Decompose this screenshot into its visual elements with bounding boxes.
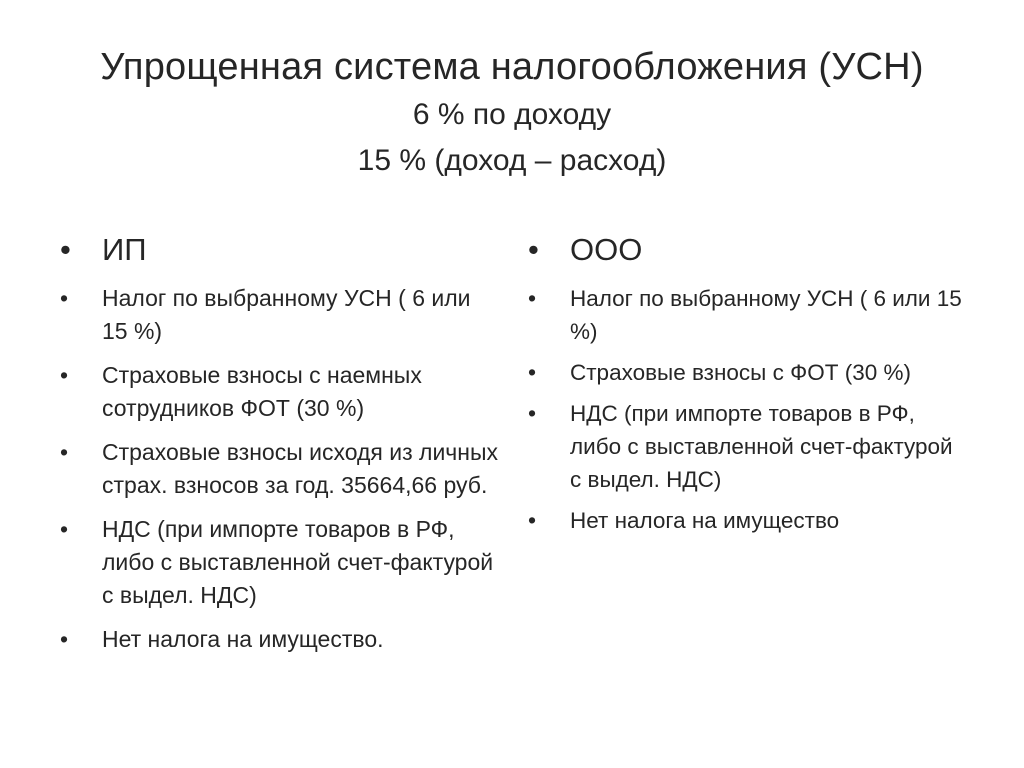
list-item-text: Нет налога на имущество [570,508,840,533]
column-ooo [528,228,968,545]
list-item-text: Страховые взносы исходя из личных страх. взносов за год. 35664,66 руб. [102,439,499,498]
bullet-icon: • [528,232,539,267]
list-item-text: Налог по выбранному УСН ( 6 или 15 %) [102,285,471,344]
list-item [60,436,500,502]
bullet-icon: • [60,285,69,311]
bullet-icon: • [528,359,537,385]
column-heading-ip [60,228,500,272]
title-subtitle-income: 6 % по доходу [412,98,612,131]
list-item-text: Страховые взносы с наемных сотрудников ФОТ (30 %) [102,362,422,421]
bullet-icon: • [60,439,69,465]
list-item [60,359,500,425]
list-item [528,356,968,389]
list-item-text: НДС (при импорте товаров в РФ, либо с выставленной счет-фактурой с выдел. НДС) [102,516,494,608]
list-item-text: НДС (при импорте товаров в РФ, либо с выставленной счет-фактурой с выдел. НДС) [570,401,953,492]
list-item [528,397,968,496]
list-item-text: Страховые взносы с ФОТ (30 %) [570,360,911,385]
column-heading-ooo [528,228,968,272]
bullet-icon: • [528,400,537,426]
bullet-icon: • [60,232,71,267]
ip-bullet-list [60,282,500,656]
bullet-icon: • [60,362,69,388]
list-item [528,282,968,348]
column-ip [60,228,500,667]
list-item [528,504,968,537]
bullet-icon: • [528,507,537,533]
list-item [60,282,500,348]
slide-title [40,42,984,184]
list-item-text: Нет налога на имущество. [102,626,384,652]
bullet-icon: • [60,516,69,542]
heading-text: ООО [570,232,643,267]
ooo-bullet-list [528,282,968,537]
bullet-icon: • [528,285,537,311]
heading-text: ИП [102,232,147,267]
list-item [60,513,500,612]
title-subtitle-income-expense: 15 % (доход – расход) [357,144,667,177]
title-main: Упрощенная система налогообложения (УСН) [100,46,924,88]
list-item-text: Налог по выбранному УСН ( 6 или 15 %) [570,286,962,344]
bullet-icon: • [60,626,69,652]
list-item [60,623,500,656]
